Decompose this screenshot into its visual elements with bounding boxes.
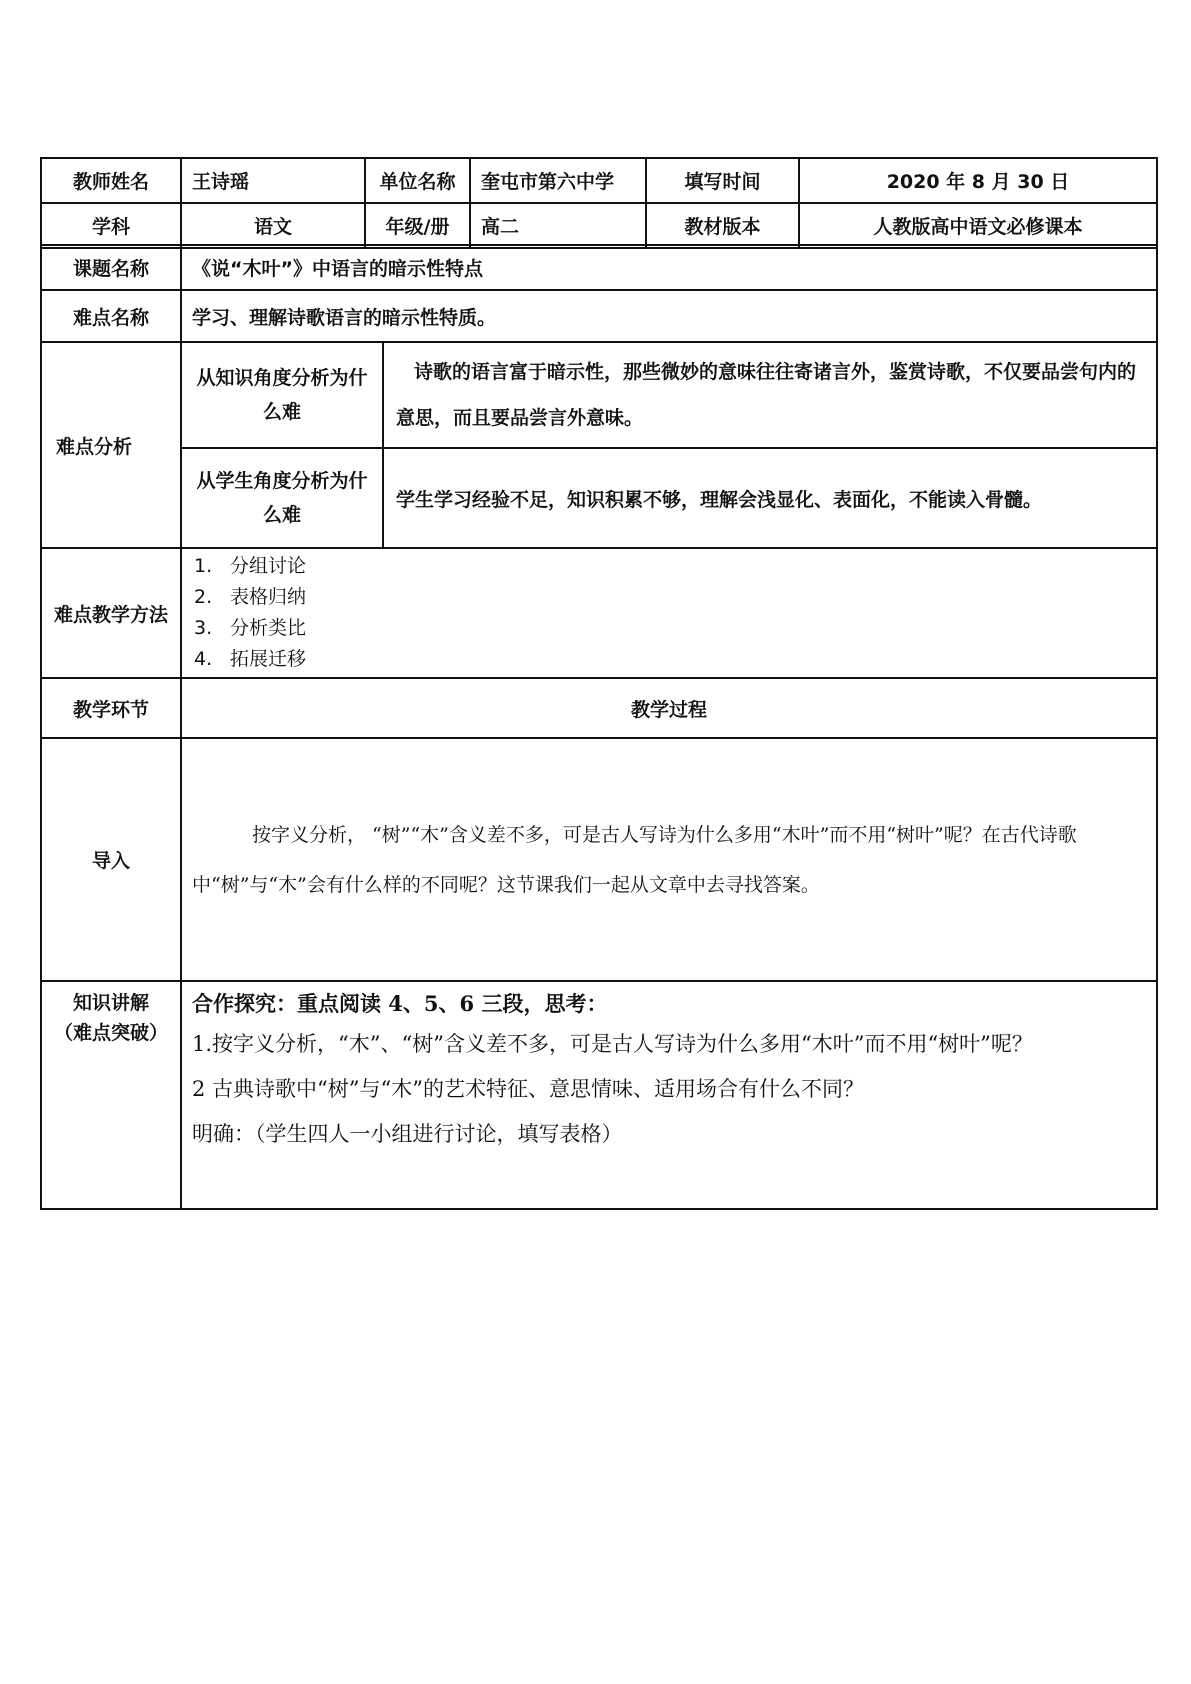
methods-label: 难点教学方法 xyxy=(41,548,181,678)
subject-value: 语文 xyxy=(181,203,365,248)
intro-row xyxy=(41,738,1157,981)
intro-label: 导入 xyxy=(41,738,181,981)
knowledge-content xyxy=(181,981,1157,1209)
lesson-table xyxy=(40,244,1158,1210)
info-table xyxy=(40,157,1158,249)
process-label: 教学过程 xyxy=(181,678,1157,738)
intro-text: 按字义分析， “树”“木”含义差不多，可是古人写诗为什么多用“木叶”而不用“树叶”呢？在古代诗歌中“树”与“木”会有什么样的不同呢？这节课我们一起从文章中去寻找答案。 xyxy=(181,738,1157,981)
date-label: 填写时间 xyxy=(646,158,799,203)
topic-value: 《说“木叶”》中语言的暗示性特点 xyxy=(181,245,1157,290)
difficulty-value: 学习、理解诗歌语言的暗示性特质。 xyxy=(181,290,1157,342)
topic-label: 课题名称 xyxy=(41,245,181,290)
knowledge-line: 明确：（学生四人一小组进行讨论，填写表格） xyxy=(192,1122,623,1146)
methods-list xyxy=(181,548,1157,678)
knowledge-line: 1.按字义分析，“木”、“树”含义差不多，可是古人写诗为什么多用“木叶”而不用“树叶”呢？ xyxy=(192,1032,1033,1056)
knowledge-angle-label: 从知识角度分析为什么难 xyxy=(181,342,383,448)
student-angle-label: 从学生角度分析为什么难 xyxy=(181,448,383,548)
date-value: 2020 年 8 月 30 日 xyxy=(799,158,1157,203)
list-item: 4. 拓展迁移 xyxy=(194,648,307,670)
teacher-label: 教师姓名 xyxy=(41,158,181,203)
topic-row xyxy=(41,245,1157,290)
process-header-row xyxy=(41,678,1157,738)
list-item: 1. 分组讨论 xyxy=(194,555,307,577)
edition-value: 人教版高中语文必修课本 xyxy=(799,203,1157,248)
list-item: 2. 表格归纳 xyxy=(194,586,307,608)
subject-label: 学科 xyxy=(41,203,181,248)
edition-label: 教材版本 xyxy=(646,203,799,248)
section-label: 教学环节 xyxy=(41,678,181,738)
difficulty-label: 难点名称 xyxy=(41,290,181,342)
teacher-value: 王诗瑶 xyxy=(181,158,365,203)
knowledge-angle-value: 诗歌的语言富于暗示性，那些微妙的意味往往寄诸言外，鉴赏诗歌，不仅要品尝句内的意思，而且要品尝言外意味。 xyxy=(383,342,1157,448)
knowledge-line: 2 古典诗歌中“树”与“木”的艺术特征、意思情味、适用场合有什么不同？ xyxy=(192,1077,864,1101)
knowledge-line: 合作探究：重点阅读 4、5、6 三段，思考： xyxy=(192,991,608,1016)
unit-label: 单位名称 xyxy=(365,158,470,203)
grade-value: 高二 xyxy=(470,203,646,248)
list-item: 3. 分析类比 xyxy=(194,617,307,639)
analysis-row-student xyxy=(41,448,1157,548)
info-row-1 xyxy=(41,158,1157,203)
methods-row xyxy=(41,548,1157,678)
student-angle-value: 学生学习经验不足，知识积累不够，理解会浅显化、表面化，不能读入骨髓。 xyxy=(383,448,1157,548)
analysis-label: 难点分析 xyxy=(41,342,181,548)
knowledge-row xyxy=(41,981,1157,1209)
unit-value: 奎屯市第六中学 xyxy=(470,158,646,203)
analysis-row-knowledge xyxy=(41,342,1157,448)
grade-label: 年级/册 xyxy=(365,203,470,248)
difficulty-row xyxy=(41,290,1157,342)
info-row-2 xyxy=(41,203,1157,248)
knowledge-label: 知识讲解 （难点突破） xyxy=(41,981,181,1209)
